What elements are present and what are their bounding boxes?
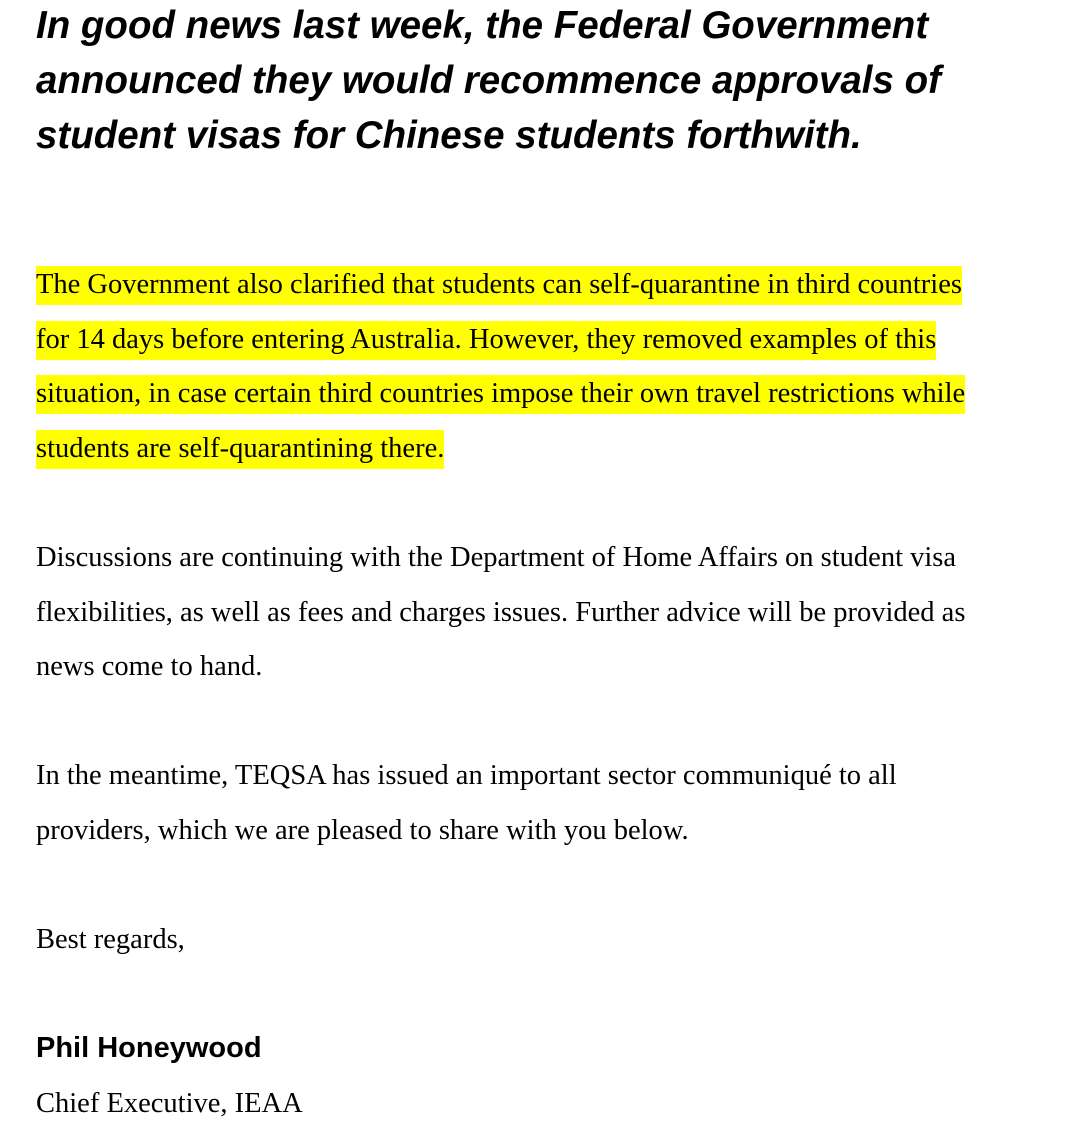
highlighted-line-wrapper (36, 258, 1066, 313)
paragraph-line: providers, which we are pleased to share with you below. (36, 814, 689, 846)
headline-line: In good news last week, the Federal Government (36, 4, 929, 47)
highlighted-line-wrapper (36, 313, 1066, 368)
highlighted-paragraph (36, 258, 1066, 476)
headline (36, 0, 1046, 163)
discussions-paragraph (36, 531, 1066, 695)
closing-text: Best regards, (36, 924, 185, 955)
headline-line: announced they would recommence approvals of (36, 59, 941, 102)
paragraph-line: In the meantime, TEQSA has issued an important sector communiqué to all (36, 760, 897, 791)
headline-line: student visas for Chinese students forthwith. (36, 114, 862, 157)
signature-name: Phil Honeywood (36, 1032, 262, 1064)
closing-salutation (36, 913, 1066, 968)
paragraph-line: news come to hand. (36, 651, 263, 682)
highlighted-text-line: situation, in case certain third countries impose their own travel restrictions while (36, 375, 965, 414)
signature-title: Chief Executive, IEAA (36, 1088, 303, 1119)
highlighted-text-line: The Government also clarified that students can self-quarantine in third countries (36, 266, 962, 305)
meantime-paragraph (36, 749, 1066, 858)
highlighted-line-wrapper (36, 422, 1066, 477)
paragraph-line: flexibilities, as well as fees and charges issues. Further advice will be provided as (36, 596, 966, 628)
highlighted-text-line: for 14 days before entering Australia. However, they removed examples of this (36, 321, 936, 360)
highlighted-text-line: students are self-quarantining there. (36, 430, 444, 469)
paragraph-line: Discussions are continuing with the Department of Home Affairs on student visa (36, 542, 957, 573)
highlighted-line-wrapper (36, 367, 1066, 422)
